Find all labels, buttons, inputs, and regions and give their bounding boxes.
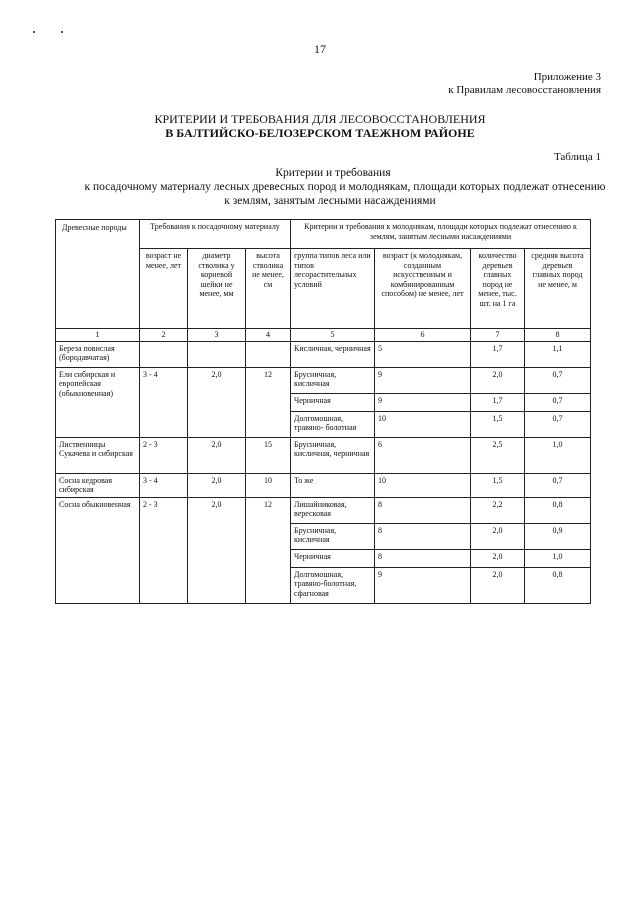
column-number: 6: [375, 329, 471, 342]
cell-mean-height: 0,7: [525, 411, 591, 437]
cell-planting-age: 3 - 4: [140, 473, 188, 497]
cell-forest-type: Лишайниковая, вересковая: [291, 497, 375, 523]
cell-forest-type: Черничная: [291, 549, 375, 567]
table-row: [56, 497, 591, 523]
column-number-row: [56, 329, 591, 342]
cell-mean-height: 0,8: [525, 567, 591, 603]
cell-planting-age: 3 - 4: [140, 367, 188, 437]
cell-forest-type: Кисличная, черничная: [291, 341, 375, 367]
cell-mean-height: 0,8: [525, 497, 591, 523]
cell-height: 12: [246, 497, 291, 603]
table-caption: [0, 166, 640, 208]
cell-diameter: 2,0: [188, 473, 246, 497]
appendix-reference: [448, 71, 601, 97]
cell-planting-age: 2 - 3: [140, 497, 188, 603]
column-number: 3: [188, 329, 246, 342]
table-row: [56, 473, 591, 497]
cell-diameter: 2,0: [188, 367, 246, 437]
header-tree-count: количество деревьев главных пород не менее, тыс. шт. на 1 га: [471, 249, 525, 329]
header-row-groups: [56, 220, 591, 249]
cell-tree-count: 2,0: [471, 367, 525, 393]
cell-tree-count: 2,0: [471, 549, 525, 567]
scan-speck: [33, 31, 35, 33]
cell-species: Сосна обыкновенная: [56, 497, 140, 603]
cell-mean-height: 1,0: [525, 437, 591, 473]
column-number: 1: [56, 329, 140, 342]
column-number: 4: [246, 329, 291, 342]
cell-young-age: 8: [375, 497, 471, 523]
cell-planting-age: [140, 341, 188, 367]
cell-mean-height: 1,1: [525, 341, 591, 367]
cell-young-age: 5: [375, 341, 471, 367]
cell-young-age: 9: [375, 567, 471, 603]
cell-height: [246, 341, 291, 367]
cell-height: 10: [246, 473, 291, 497]
header-planting-material: Требования к посадочному материалу: [140, 220, 291, 249]
cell-young-age: 8: [375, 549, 471, 567]
cell-planting-age: 2 - 3: [140, 437, 188, 473]
cell-tree-count: 2,2: [471, 497, 525, 523]
column-number: 5: [291, 329, 375, 342]
cell-tree-count: 1,5: [471, 411, 525, 437]
cell-forest-type: Долгомошная, травяно- болотная: [291, 411, 375, 437]
cell-diameter: 2,0: [188, 497, 246, 603]
document-title: [0, 112, 640, 140]
header-height: высота стволика не менее, см: [246, 249, 291, 329]
title-line: КРИТЕРИИ И ТРЕБОВАНИЯ ДЛЯ ЛЕСОВОССТАНОВЛЕНИЯ: [154, 112, 486, 126]
cell-species: Сосна кедровая сибирская: [56, 473, 140, 497]
cell-tree-count: 1,5: [471, 473, 525, 497]
cell-species: Береза повислая (бородавчатая): [56, 341, 140, 367]
cell-tree-count: 1,7: [471, 393, 525, 411]
cell-young-age: 9: [375, 393, 471, 411]
cell-mean-height: 1,0: [525, 549, 591, 567]
cell-mean-height: 0,7: [525, 393, 591, 411]
caption-line: к землям, занятым лесными насаждениями: [224, 195, 436, 207]
cell-forest-type: Черничная: [291, 393, 375, 411]
cell-forest-type: То же: [291, 473, 375, 497]
table-label: Таблица 1: [553, 151, 601, 163]
header-species: Древесные породы: [56, 220, 140, 329]
header-age: возраст не менее, лет: [140, 249, 188, 329]
appendix-line: к Правилам лесовосстановления: [448, 84, 601, 96]
header-young-age: возраст (к молоднякам, созданным искусственным и комбинированным способом) не менее, лет: [375, 249, 471, 329]
column-number: 7: [471, 329, 525, 342]
cell-forest-type: Брусничная, кисличная: [291, 523, 375, 549]
cell-young-age: 10: [375, 411, 471, 437]
appendix-line: Приложение 3: [533, 71, 601, 83]
header-young-stands: Критерии и требования к молоднякам, площади которых подлежат отнесению к землям, занятым лесными насаждениями: [291, 220, 591, 249]
cell-mean-height: 0,7: [525, 473, 591, 497]
table-row: [56, 437, 591, 473]
cell-mean-height: 0,7: [525, 367, 591, 393]
cell-forest-type: Брусничная, кисличная: [291, 367, 375, 393]
scan-speck: [61, 31, 63, 33]
cell-height: 12: [246, 367, 291, 437]
cell-forest-type: Брусничная, кисличная, черничная: [291, 437, 375, 473]
caption-line: Критерии и требования: [275, 167, 391, 179]
cell-height: 15: [246, 437, 291, 473]
page-number: 17: [314, 42, 326, 56]
cell-young-age: 6: [375, 437, 471, 473]
cell-mean-height: 0,9: [525, 523, 591, 549]
cell-young-age: 10: [375, 473, 471, 497]
header-diameter: диаметр стволика у корневой шейки не менее, мм: [188, 249, 246, 329]
cell-tree-count: 2,0: [471, 567, 525, 603]
cell-diameter: [188, 341, 246, 367]
table-row: [56, 367, 591, 393]
cell-tree-count: 1,7: [471, 341, 525, 367]
header-mean-height: средняя высота деревьев главных пород не менее, м: [525, 249, 591, 329]
cell-species: Ели сибирская и европейская (обыкновенная): [56, 367, 140, 437]
cell-young-age: 9: [375, 367, 471, 393]
cell-species: Лиственницы Сукачева и сибирская: [56, 437, 140, 473]
cell-diameter: 2,0: [188, 437, 246, 473]
cell-young-age: 8: [375, 523, 471, 549]
criteria-table: [55, 219, 591, 604]
header-forest-type: группа типов леса или типов лесорастительных условий: [291, 249, 375, 329]
cell-tree-count: 2,0: [471, 523, 525, 549]
cell-tree-count: 2,5: [471, 437, 525, 473]
column-number: 8: [525, 329, 591, 342]
column-number: 2: [140, 329, 188, 342]
caption-line: к посадочному материалу лесных древесных пород и молоднякам, площади которых подлежат отнесению: [84, 181, 606, 193]
cell-forest-type: Долгомошная, травяно-болотная, сфагновая: [291, 567, 375, 603]
table-row: [56, 341, 591, 367]
title-line: В БАЛТИЙСКО-БЕЛОЗЕРСКОМ ТАЕЖНОМ РАЙОНЕ: [165, 126, 475, 140]
